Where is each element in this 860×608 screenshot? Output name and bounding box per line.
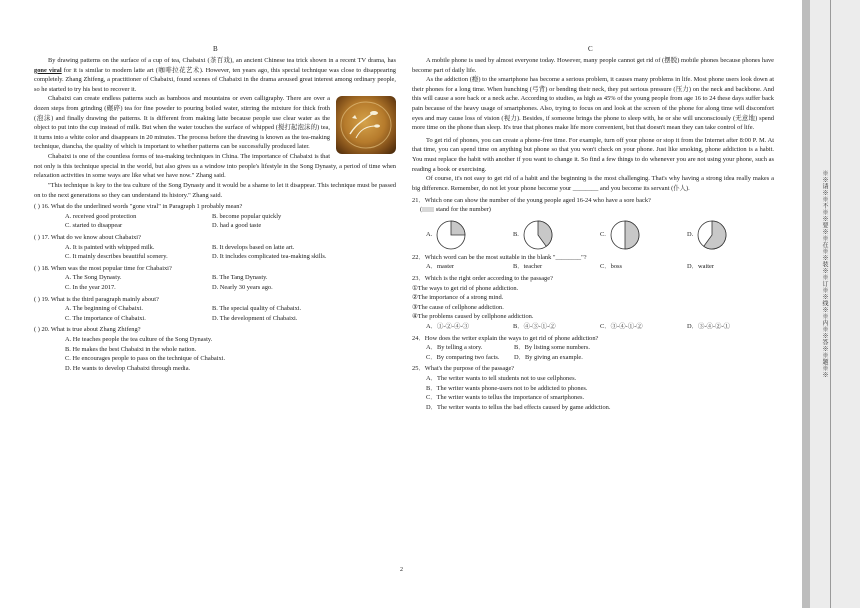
passage-c-paragraph-4: Of course, it's not easy to get rid of a habit and the beginning is the most challenging. That's why having a strong idea really makes a big difference. Remember, do not let your phone become your ________ and you become its servant (仆人). [412,175,774,192]
pie-chart-d-icon [696,219,728,251]
option-20c[interactable]: C. He encourages people to pass on the technique of Chabaixi. [65,355,226,363]
underlined-words: gone viral [34,66,62,74]
option-18a[interactable]: A. The Song Dynasty. [65,274,122,282]
option-23a[interactable]: A．①-②-④-③ [426,323,469,331]
pie-chart-c-icon [609,219,641,251]
passage-c-paragraph-2: As the addiction (瘾) to the smartphone has become a serious problem, it causes many problems in life. Most phone users look down at their phones for a long time. When hunching (弓背) or bending their neck, they put serious pressure (压力) on the neck and backbone. And this will cause a sore back or a neck ache. According to studies, as high as 45% of the young people from age 16 to 24 these days suffer back pain because of the heavy usage of smartphones. Also, trying to focus on and look at the screen of the phone for along time will discomfort eyes and may cause loss of vision (视力). Besides, if someone brings the phone to sleep with, he or she will unconsciously (无意地) spend more time on the phone than sleep. It's true that phones make life more convenient, but that doesn't mean they can take control of life. [412,76,774,132]
option-21c[interactable]: C. [600,219,687,251]
pie-chart-a-icon [435,219,467,251]
section-letter-b: B [213,45,218,53]
question-18: ( ) 18. When was the most popular time for Chabaixi? A. The Song Dynasty. B. The Tang Dynasty. C. In the year 2017. D. Nearly 30 years ago. [34,264,396,293]
option-19a[interactable]: A. The beginning of Chabaixi. [65,305,143,313]
option-24a[interactable]: A．By telling a story. [426,344,483,352]
pie-legend-note: ( stand for the number) [420,206,491,214]
passage-b-paragraph-3: Chabaixi is one of the countless forms of tea-making techniques in China. The importance of Chabaixi is that not only is this technique special in the world, but also gives us a window into people's lifestyle in the Song Dynasty, a period of time when relaxation activities in some ways are like what we have now." Zhang said. [34,153,396,180]
option-22d[interactable]: D．waiter [687,263,714,271]
option-24d[interactable]: D．By giving an example. [514,353,583,361]
option-24c[interactable]: C．By comparing two facts. [426,353,500,361]
column-c [412,56,774,413]
chabaixi-photo [336,96,396,154]
option-16a[interactable]: A. received good protection [65,212,137,220]
koi-pattern-icon [336,96,396,154]
question-24: 24．How does the writer explain the ways to get rid of phone addiction? A．By telling a story. B．By listing some numbers. C．By comparing two facts. D．By giving an example. [412,334,774,363]
order-item-1: ①The ways to get rid of phone addiction. [412,284,519,292]
option-18c[interactable]: C. In the year 2017. [65,284,116,292]
passage-b-paragraph-1: By drawing patterns on the surface of a cup of tea, Chabaixi (茶百戏), an ancient Chinese tea trick shown in a recent TV drama, has gone viral for it is similar to modern latte art (咖啡拉花艺术). However, ten years ago, this special technique was close to disappearing completely. Zhang Zhifeng, a practitioner of Chabaixi, found scenes of Chabaixi in the drama aroused great interest among ordinary people, so he started to try his best to recover it. [34,57,396,93]
option-17a[interactable]: A. It is painted with whipped milk. [65,243,155,251]
option-23b[interactable]: B．④-③-①-② [513,323,556,331]
binding-margin [802,0,860,608]
question-16: ( ) 16. What do the underlined words "gone viral" in Paragraph 1 probably mean? A. received good protection B. become popular quickly C. started to disappear D. had a good taste [34,202,396,231]
question-19: ( ) 19. What is the third paragraph mainly about? A. The beginning of Chabaixi. B. The special quality of Chabaixi. C. The importance of Chabaixi. D. The development of Chabaixi. [34,295,396,324]
question-17: ( ) 17. What do we know about Chabaixi? A. It is painted with whipped milk. B. It develops based on latte art. C. It mainly describes beautiful scenery. D. It includes complicated tea-making skills. [34,233,396,262]
page-number: 2 [400,567,403,573]
binding-warning-text: ※※请※※不※※要※※在※※装※※订※※线※※内※※答※※题※※ [816,170,828,378]
option-23d[interactable]: D．③-④-②-① [687,323,730,331]
order-item-2: ②The importance of a strong mind. [412,294,504,302]
order-item-3: ③The cause of cellphone addiction. [412,303,504,311]
option-21d[interactable]: D. [687,219,774,251]
pie-options [412,219,774,251]
question-22: 22．Which word can be the most suitable in the blank "________"? A．master B．teacher C．boss D．waiter [412,253,774,272]
option-16b[interactable]: B. become popular quickly [212,212,282,220]
option-24b[interactable]: B．By listing some numbers. [514,344,590,352]
option-17c[interactable]: C. It mainly describes beautiful scenery. [65,253,168,261]
option-22b[interactable]: B．teacher [513,263,543,271]
binding-line [830,0,831,608]
option-16d[interactable]: D. had a good taste [212,222,262,230]
option-18d[interactable]: D. Nearly 30 years ago. [212,284,273,292]
passage-c-paragraph-1: A mobile phone is used by almost everyone today. However, many people cannot get rid of (摆脱) mobile phones because phones have become part of daily life. [412,57,774,74]
option-19c[interactable]: C. The importance of Chabaixi. [65,314,146,322]
option-23c[interactable]: C．③-④-①-② [600,323,643,331]
option-20a[interactable]: A. He teaches people the tea culture of the Song Dynasty. [65,336,213,344]
option-17b[interactable]: B. It develops based on latte art. [212,243,295,251]
passage-b-paragraph-4: "This technique is key to the tea culture of the Song Dynasty and it would be a shame to let it disappear. This technique must be passed on to the next generations so they can understand its history." Zhang said. [34,181,396,199]
option-20d[interactable]: D. He wants to develop Chabaixi through media. [65,364,191,372]
option-25c[interactable]: C．The writer wants to tellus the importance of smartphones. [426,394,585,402]
option-22c[interactable]: C．boss [600,263,623,271]
question-23: 23．Which is the right order according to the passage? ①The ways to get rid of phone addiction. ②The importance of a strong mind. ③The cause of cellphone addiction. ④The problems caused by cellphone addiction. A．①-②-④-③ B．④-③-①-② C．③-④-①-② D．③-④-②-① [412,274,774,332]
option-21b[interactable]: B. [513,219,600,251]
option-25d[interactable]: D．The writer wants to tellus the bad effects caused by game addiction. [426,403,611,411]
column-b [34,56,396,374]
option-21a[interactable]: A. [426,219,513,251]
option-22a[interactable]: A．master [426,263,455,271]
option-17d[interactable]: D. It includes complicated tea-making skills. [212,253,327,261]
shaded-swatch-icon [422,207,434,212]
section-letter-c: C [588,45,593,53]
option-19d[interactable]: D. The development of Chabaixi. [212,314,298,322]
pie-chart-b-icon [522,219,554,251]
option-25b[interactable]: B．The writer wants phone-users not to be addicted to phones. [426,384,588,392]
question-21: 21．Which one can show the number of the young people aged 16-24 who have a sore back? ( stand for the number) A. B. C. D. [412,196,774,251]
option-20b[interactable]: B. He makes the best Chabaixi in the whole nation. [65,345,197,353]
question-25: 25．What's the purpose of the passage? A．The writer wants to tell students not to use cellphones. B．The writer wants phone-users not to be addicted to phones. C．The writer wants to tellus the importance of smartphones. D．The writer wants to tellus the bad effects caused by game addiction. [412,364,774,412]
passage-c-paragraph-3: To get rid of phones, you can create a phone-free time. For example, turn off your phone or stop it from the Internet after 8:00 P. M. At that time, you can spend time on anything but phone so that you won't check on your phone. Just like smoking, phone addiction is a habit. You must replace the habit with another if you want to change it. So find a few things to do whenever you are not using your phone, such as reading a book or exercising. [412,136,774,173]
option-19b[interactable]: B. The special quality of Chabaixi. [212,305,302,313]
order-item-4: ④The problems caused by cellphone addiction. [412,313,534,321]
option-25a[interactable]: A．The writer wants to tell students not to use cellphones. [426,375,577,383]
pie-slice [625,221,639,249]
option-18b[interactable]: B. The Tang Dynasty. [212,274,268,282]
question-20: ( ) 20. What is true about Zhang Zhifeng? A. He teaches people the tea culture of the Song Dynasty. B. He makes the best Chabaixi in the whole nation. C. He encourages people to pass on the technique of Chabaixi. D. He wants to develop Chabaixi through media. [34,325,396,373]
passage-b-paragraph-2: Chabaixi can create endless patterns such as bamboos and mountains or even calligraphy. There are over a dozen steps from grinding (碾碎) tea for fine powder to pouring boiled water, stirring the mixture for thick froth (泡沫) and finally drawing the patterns. It is different from making latte because people use clear water as the object to put into the cup instead of milk. But when the water touches the surface of whipped (搅打起泡沫的) tea, it turns into a white color and disappears in 20 minutes. The process before the drawing is known as the tea-making technique, diancha, the quality of which is important to whether patterns can be successfully produced later. [34,95,330,151]
pie-slice [451,221,465,235]
option-16c[interactable]: C. started to disappear [65,222,123,230]
